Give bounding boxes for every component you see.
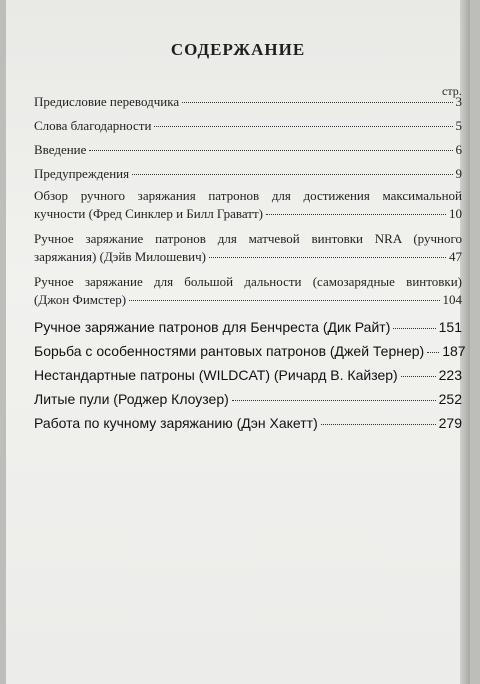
toc-entry [34, 342, 466, 360]
dot-leader [427, 352, 439, 353]
toc-entry [34, 390, 462, 408]
toc-entry-title-line1: Ручное заряжание патронов для матчевой винтовки NRA (ручного [34, 231, 462, 246]
toc-entry-page: 10 [449, 206, 462, 221]
toc-entry-page: 252 [438, 391, 462, 407]
dot-leader [401, 376, 436, 377]
dot-leader [232, 400, 436, 401]
toc-entry-page: 47 [449, 249, 462, 264]
toc-entry-page: 279 [438, 415, 462, 431]
toc-entry [34, 414, 462, 432]
page-title: СОДЕРЖАНИЕ [170, 40, 306, 59]
dot-leader [154, 126, 452, 127]
toc-entry-title-line2: кучности (Фред Синклер и Билл Граватт) [34, 206, 263, 221]
toc-entry [34, 141, 462, 159]
toc-entry-title: Литые пули (Роджер Клоузер) [34, 391, 229, 407]
toc-entry-page: 187 [442, 343, 466, 359]
toc-entry [34, 187, 462, 223]
toc-entry-title: Введение [34, 142, 87, 157]
toc-entry [34, 93, 462, 111]
toc-entry [34, 273, 462, 309]
toc-entry-title: Слова благодарности [34, 118, 152, 133]
toc-entry-title-line2: (Джон Фимстер) [34, 292, 127, 307]
toc-entry-page: 3 [455, 94, 462, 109]
toc-entry-title: Работа по кучному заряжанию (Дэн Хакетт) [34, 415, 318, 431]
dot-leader [321, 424, 436, 425]
dot-leader [132, 174, 452, 175]
table-of-contents [34, 93, 466, 432]
toc-entry-title: Предупреждения [34, 166, 130, 181]
toc-entry [34, 165, 462, 183]
toc-entry-page: 5 [455, 118, 462, 133]
dot-leader [182, 102, 452, 103]
toc-entry [34, 366, 462, 384]
book-page [6, 0, 470, 684]
toc-entry [34, 230, 462, 266]
toc-entry [34, 117, 462, 135]
toc-entry-title-line1: Обзор ручного заряжания патронов для достижения максимальной [34, 188, 462, 203]
toc-entry [34, 318, 462, 336]
toc-entry-page: 104 [442, 292, 462, 307]
toc-entry-title: Борьба с особенностями рантовых патронов (Джей Тернер) [34, 343, 425, 359]
toc-entry-title: Нестандартные патроны (WILDCAT) (Ричард В. Кайзер) [34, 367, 398, 383]
dot-leader [266, 214, 446, 215]
toc-entry-title: Предисловие переводчика [34, 94, 180, 109]
toc-entry-page: 151 [438, 319, 462, 335]
toc-entry-page: 6 [455, 142, 462, 157]
toc-entry-page: 223 [438, 367, 462, 383]
toc-entry-title: Ручное заряжание патронов для Бенчреста (Дик Райт) [34, 319, 391, 335]
dot-leader [129, 300, 439, 301]
toc-entry-title-line2: заряжания) (Дэйв Милошевич) [34, 249, 206, 264]
dot-leader [209, 257, 446, 258]
dot-leader [89, 150, 452, 151]
dot-leader [393, 328, 435, 329]
toc-entry-title-line1: Ручное заряжание для большой дальности (самозарядные винтовки) [34, 274, 462, 289]
page-column-label: стр. [442, 84, 462, 98]
toc-entry-page: 9 [455, 166, 462, 181]
